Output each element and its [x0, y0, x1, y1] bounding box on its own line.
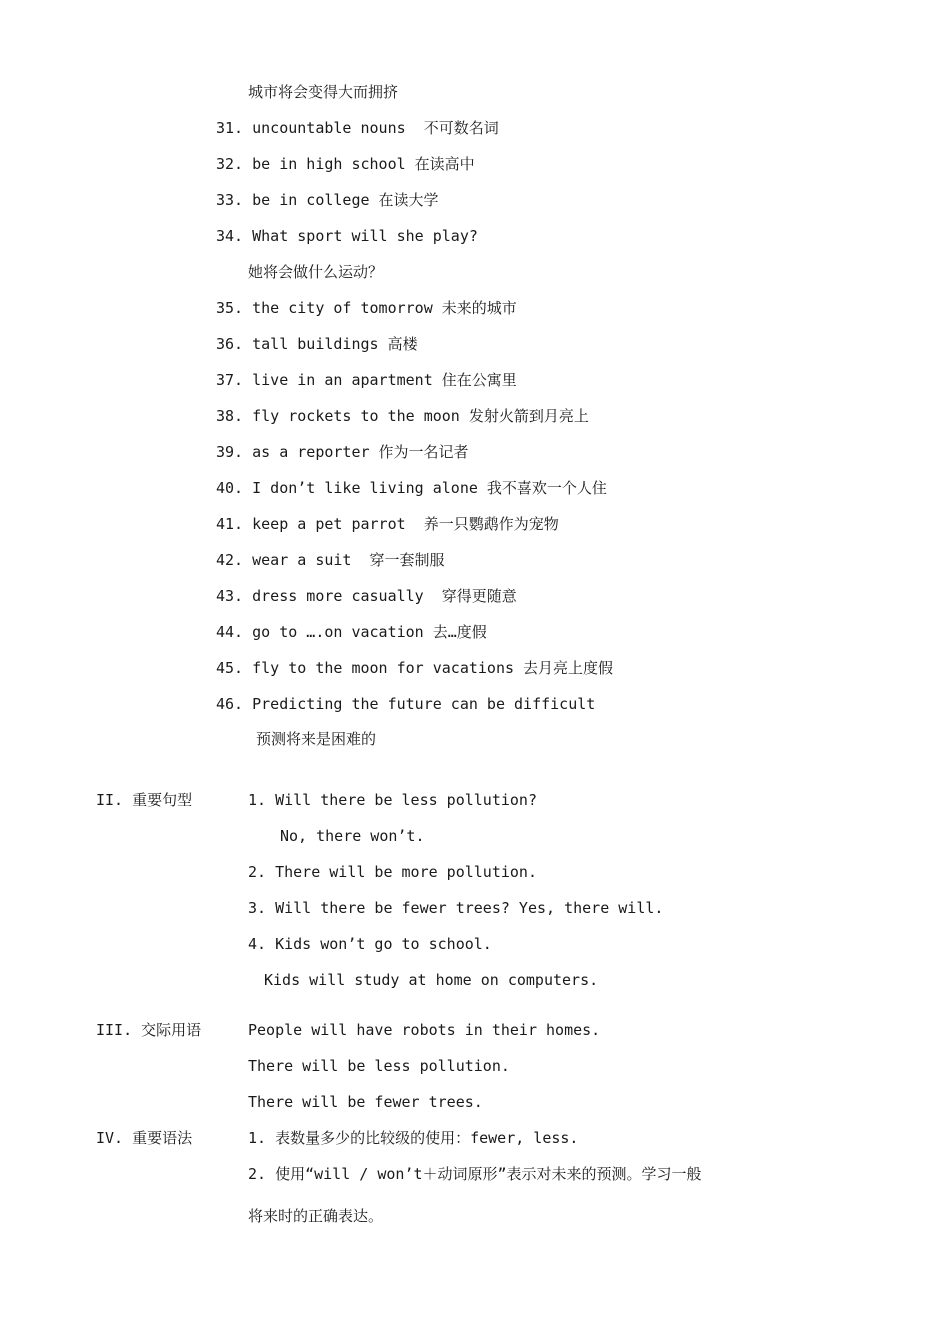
item-text: Predicting the future can be difficult	[252, 695, 596, 713]
item-number: 36.	[216, 335, 244, 353]
item-number: 44.	[216, 623, 244, 641]
item-text: be in high school 在读高中	[252, 155, 475, 173]
vocab-item-34	[216, 226, 478, 246]
section-2-line-6: Kids will study at home on computers.	[264, 971, 599, 989]
vocab-item-32	[216, 154, 475, 174]
item-number: 40.	[216, 479, 244, 497]
vocab-item-31	[216, 118, 499, 138]
vocab-item-33	[216, 190, 439, 210]
item-text: I don’t like living alone 我不喜欢一个人住	[252, 479, 607, 497]
item-number: 37.	[216, 371, 244, 389]
section-2-line-3: 2. There will be more pollution.	[248, 863, 537, 881]
item-number: 42.	[216, 551, 244, 569]
vocab-item-41	[216, 514, 559, 534]
item-text: dress more casually 穿得更随意	[252, 587, 517, 605]
item-text: fly to the moon for vacations 去月亮上度假	[252, 659, 614, 677]
item-text: the city of tomorrow 未来的城市	[252, 299, 517, 317]
vocab-item-30-translation: 城市将会变得大而拥挤	[248, 83, 399, 101]
section-4-line-1: 1. 表数量多少的比较级的使用：fewer, less.	[248, 1129, 579, 1147]
vocab-item-46	[216, 694, 595, 714]
section-3-line-3: There will be fewer trees.	[248, 1093, 483, 1111]
vocab-item-43	[216, 586, 517, 606]
item-number: 31.	[216, 119, 244, 137]
item-text: What sport will she play?	[252, 227, 478, 245]
vocab-item-34-translation: 她将会做什么运动？	[248, 263, 384, 281]
vocab-item-45	[216, 658, 613, 678]
section-4-label: IV. 重要语法	[96, 1129, 193, 1147]
vocab-item-36	[216, 334, 418, 354]
vocab-item-42	[216, 550, 445, 570]
item-number: 46.	[216, 695, 244, 713]
item-text: as a reporter 作为一名记者	[252, 443, 469, 461]
section-2-line-4: 3. Will there be fewer trees? Yes, there will.	[248, 899, 664, 917]
vocab-item-35	[216, 298, 517, 318]
vocab-item-46-translation: 预测将来是困难的	[256, 730, 377, 748]
item-text: be in college 在读大学	[252, 191, 439, 209]
vocab-item-37	[216, 370, 517, 390]
vocab-item-38	[216, 406, 589, 426]
section-3-line-1: People will have robots in their homes.	[248, 1021, 601, 1039]
section-3-label: III. 交际用语	[96, 1021, 202, 1039]
section-4-line-3: 将来时的正确表达。	[248, 1207, 384, 1225]
item-number: 43.	[216, 587, 244, 605]
item-text: tall buildings 高楼	[252, 335, 418, 353]
vocab-item-39	[216, 442, 469, 462]
item-text: live in an apartment 住在公寓里	[252, 371, 517, 389]
item-number: 34.	[216, 227, 244, 245]
item-text: uncountable nouns 不可数名词	[252, 119, 499, 137]
section-2-label: II. 重要句型	[96, 791, 193, 809]
section-3-line-2: There will be less pollution.	[248, 1057, 510, 1075]
item-number: 38.	[216, 407, 244, 425]
section-2-line-1: 1. Will there be less pollution?	[248, 791, 537, 809]
item-number: 45.	[216, 659, 244, 677]
item-text: go to ….on vacation 去…度假	[252, 623, 487, 641]
section-2-line-2: No, there won’t.	[280, 827, 425, 845]
item-text: wear a suit 穿一套制服	[252, 551, 445, 569]
section-4-line-2: 2. 使用“will / won’t＋动词原形”表示对未来的预测。学习一般	[248, 1165, 702, 1183]
section-2-line-5: 4. Kids won’t go to school.	[248, 935, 492, 953]
item-number: 39.	[216, 443, 244, 461]
item-text: fly rockets to the moon 发射火箭到月亮上	[252, 407, 589, 425]
item-text: keep a pet parrot 养一只鹦鹉作为宠物	[252, 515, 559, 533]
item-number: 41.	[216, 515, 244, 533]
item-number: 33.	[216, 191, 244, 209]
vocab-item-40	[216, 478, 607, 498]
item-number: 35.	[216, 299, 244, 317]
vocab-item-44	[216, 622, 487, 642]
item-number: 32.	[216, 155, 244, 173]
